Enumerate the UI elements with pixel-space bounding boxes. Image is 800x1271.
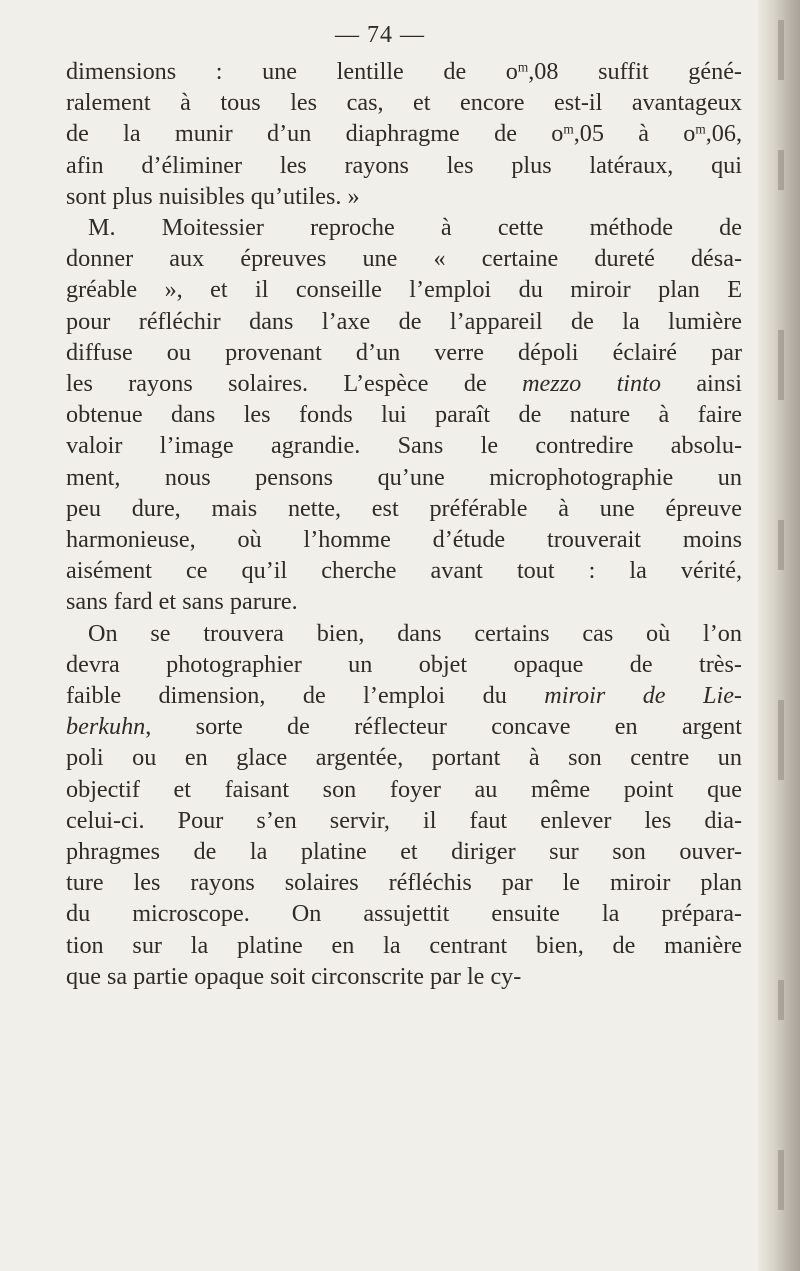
text-line xyxy=(66,680,742,711)
text-run: peu dure, mais nette, est préférable à une épreuve xyxy=(66,494,742,522)
unit-superscript: m xyxy=(517,59,529,75)
text-line xyxy=(66,649,742,680)
text-run: tion sur la platine en la centrant bien, de manière xyxy=(66,931,742,959)
page-edge-shadow xyxy=(758,0,800,1271)
text-run: ture les rayons solaires réfléchis par le miroir plan xyxy=(66,869,742,897)
text-line xyxy=(66,805,742,836)
text-run: devra photographier un objet opaque de très- xyxy=(66,650,742,678)
text-line xyxy=(66,555,742,586)
text-run: du microscope. On assujettit ensuite la prépara- xyxy=(66,900,742,928)
text-line xyxy=(66,774,742,805)
text-run: ralement à tous les cas, et encore est-il avantageux xyxy=(66,89,742,117)
text-line xyxy=(66,274,742,305)
text-line xyxy=(66,898,742,929)
text-run: sans fard et sans parure. xyxy=(66,588,298,616)
text-run: ainsi xyxy=(660,370,742,398)
italic-text: mezzo tinto xyxy=(522,370,661,398)
text-run: M. Moitessier reproche à cette méthode de xyxy=(88,214,742,242)
text-run: gréable », et il conseille l’emploi du miroir plan E xyxy=(66,276,742,304)
text-run: ,05 à o xyxy=(573,120,696,148)
text-line xyxy=(66,462,742,493)
text-line xyxy=(66,618,742,649)
text-run: pour réfléchir dans l’axe de l’appareil de la lumière xyxy=(66,307,742,335)
text-run: obtenue dans les fonds lui paraît de nature à faire xyxy=(66,401,742,429)
text-line xyxy=(66,711,742,742)
text-run: que sa partie opaque soit circonscrite par le cy- xyxy=(66,962,522,990)
text-run: dimensions : une lentille de o xyxy=(66,58,518,85)
text-line xyxy=(66,337,742,368)
text-line xyxy=(66,56,742,87)
text-run: faible dimension, de l’emploi du xyxy=(66,682,545,710)
text-run: , sorte de réflecteur concave en argent xyxy=(145,713,742,741)
text-line xyxy=(66,836,742,867)
text-line xyxy=(66,586,742,617)
text-run: afin d’éliminer les rayons les plus latéraux, qui xyxy=(66,151,742,179)
text-run: les rayons solaires. L’espèce de xyxy=(66,370,523,398)
text-run: sont plus nuisibles qu’utiles. » xyxy=(66,182,360,210)
text-line xyxy=(66,930,742,961)
text-line xyxy=(66,212,742,243)
text-run: ment, nous pensons qu’une microphotographie un xyxy=(66,463,742,491)
text-run: phragmes de la platine et diriger sur son ouver- xyxy=(66,838,742,866)
italic-text: berkuhn xyxy=(66,713,146,741)
unit-superscript: m xyxy=(695,122,706,138)
text-line xyxy=(66,524,742,555)
unit-superscript: m xyxy=(563,122,574,138)
text-line xyxy=(66,306,742,337)
page-number: — 74 — xyxy=(335,22,425,48)
text-run: valoir l’image agrandie. Sans le contredire absolu- xyxy=(66,432,742,460)
text-run: poli ou en glace argentée, portant à son centre un xyxy=(66,744,742,772)
text-run: On se trouvera bien, dans certains cas où l’on xyxy=(88,619,742,647)
text-line xyxy=(66,399,742,430)
text-run: aisément ce qu’il cherche avant tout : la vérité, xyxy=(66,557,742,585)
text-line xyxy=(66,493,742,524)
text-line xyxy=(66,87,742,118)
text-line xyxy=(66,118,742,149)
text-line xyxy=(66,150,742,181)
text-line xyxy=(66,742,742,773)
text-run: harmonieuse, où l’homme d’étude trouverait moins xyxy=(66,526,742,554)
text-run: donner aux épreuves une « certaine dureté désa- xyxy=(66,245,742,273)
text-run: ,06, xyxy=(705,120,742,148)
text-line xyxy=(66,430,742,461)
text-line xyxy=(66,181,742,212)
text-run: de la munir d’un diaphragme de o xyxy=(66,120,564,148)
text-run: celui-ci. Pour s’en servir, il faut enlever les dia- xyxy=(66,806,742,834)
text-run: objectif et faisant son foyer au même point que xyxy=(66,775,742,803)
text-run: ,08 suffit géné- xyxy=(528,58,742,85)
italic-text: miroir de Lie- xyxy=(544,682,742,710)
text-line xyxy=(66,368,742,399)
text-line xyxy=(66,867,742,898)
body-text xyxy=(66,56,742,992)
text-line xyxy=(66,961,742,992)
text-line xyxy=(66,243,742,274)
text-run: diffuse ou provenant d’un verre dépoli éclairé par xyxy=(66,338,742,366)
